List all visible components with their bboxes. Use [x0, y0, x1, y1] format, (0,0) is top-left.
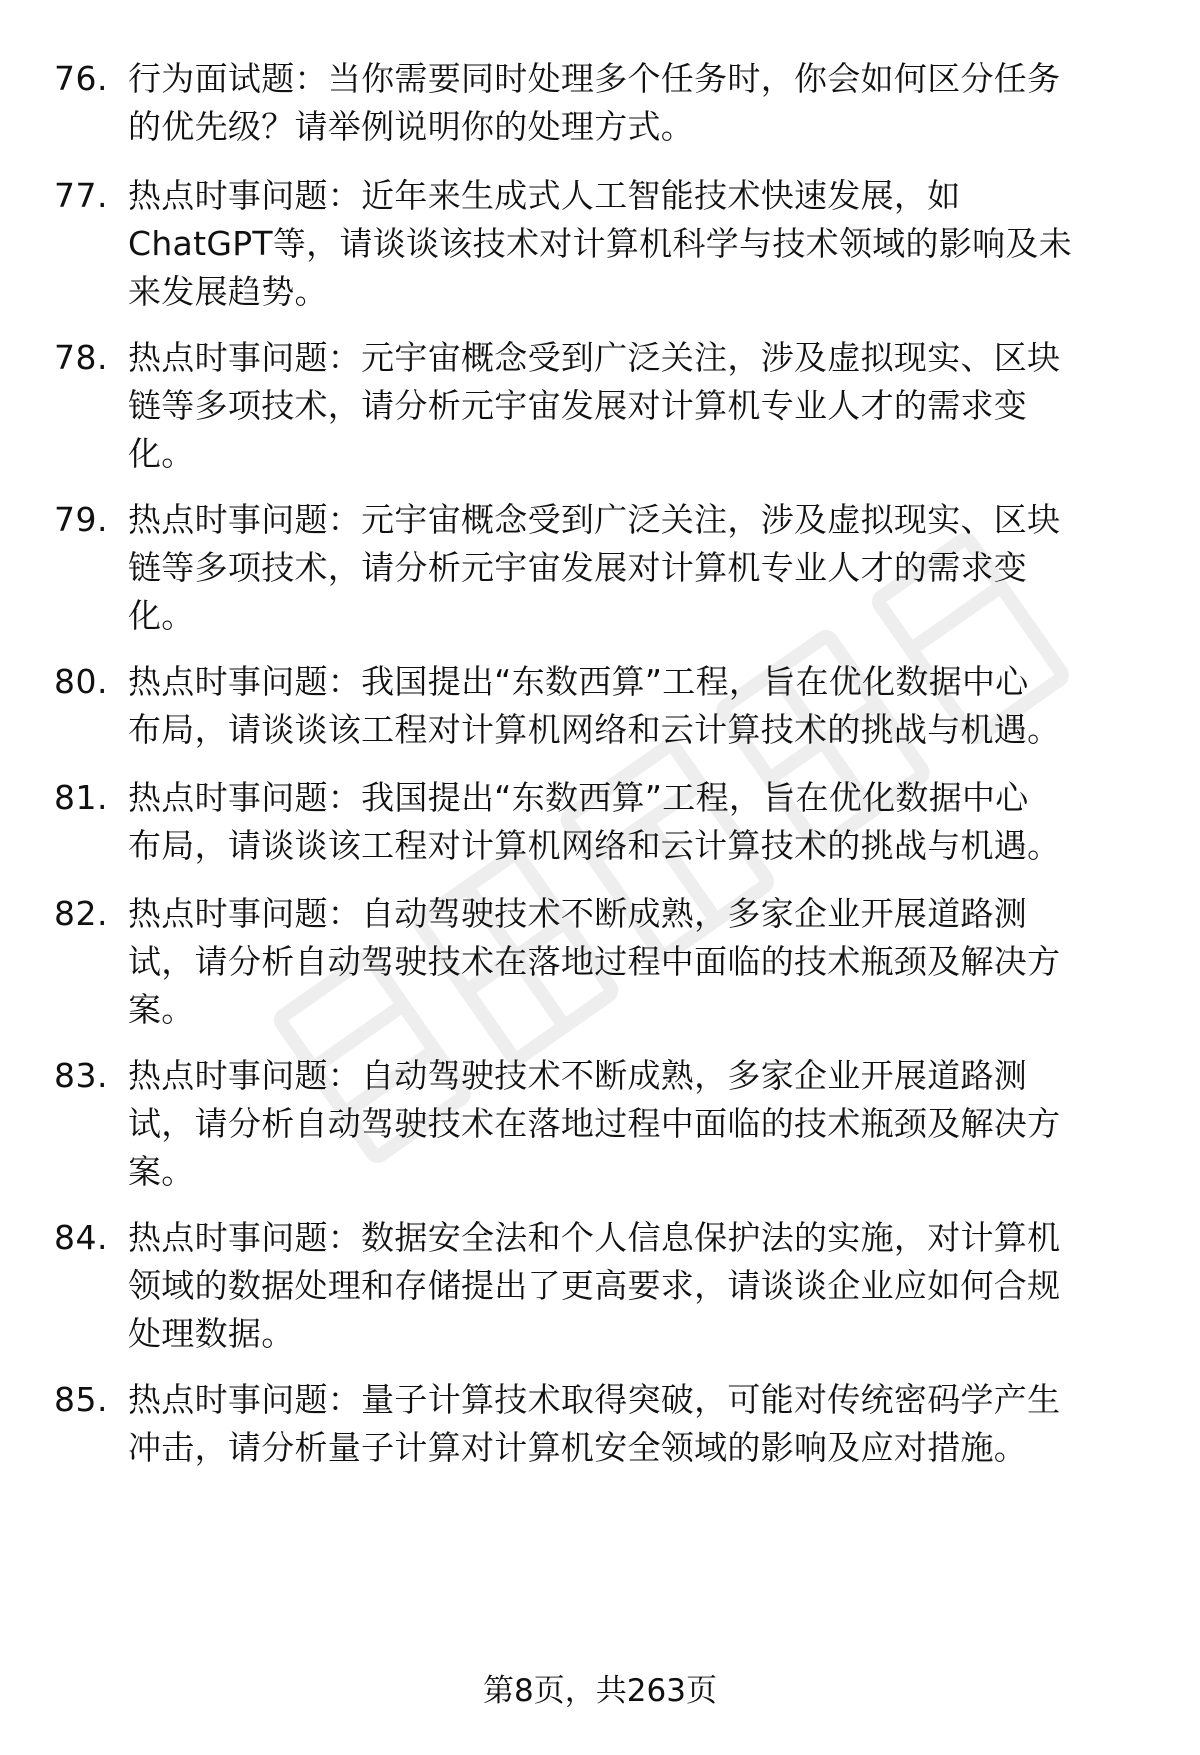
question-text — [128, 1376, 1148, 1472]
page-footer: 第8页，共263页 — [483, 1673, 717, 1709]
question-number: 78. — [54, 338, 108, 377]
question-line: 化。 — [128, 434, 195, 473]
question-line: 热点时事问题：数据安全法和个人信息保护法的实施，对计算机 — [128, 1218, 1061, 1257]
question-line: 链等多项技术，请分析元宇宙发展对计算机专业人才的需求变 — [128, 386, 1028, 425]
question-line: 热点时事问题：元宇宙概念受到广泛关注，涉及虚拟现实、区块 — [128, 500, 1061, 539]
question-line: 化。 — [128, 596, 195, 635]
question-line: 案。 — [128, 1152, 195, 1191]
question-text — [128, 890, 1148, 1034]
question-line: 热点时事问题：量子计算技术取得突破，可能对传统密码学产生 — [128, 1380, 1061, 1419]
question-line: 热点时事问题：我国提出“东数西算”工程，旨在优化数据中心 — [128, 778, 1029, 817]
question-line: 来发展趋势。 — [128, 272, 328, 311]
question-number: 82. — [54, 894, 108, 933]
question-line: 热点时事问题：元宇宙概念受到广泛关注，涉及虚拟现实、区块 — [128, 338, 1061, 377]
question-number: 76. — [54, 59, 108, 98]
question-number: 84. — [54, 1218, 108, 1257]
question-text — [128, 496, 1148, 640]
question-text — [128, 172, 1148, 316]
question-text — [128, 658, 1148, 754]
question-line: 处理数据。 — [128, 1314, 295, 1353]
question-line: 布局，请谈谈该工程对计算机网络和云计算技术的挑战与机遇。 — [128, 710, 1061, 749]
question-number: 80. — [54, 662, 108, 701]
question-line: 热点时事问题：我国提出“东数西算”工程，旨在优化数据中心 — [128, 662, 1029, 701]
question-line: 布局，请谈谈该工程对计算机网络和云计算技术的挑战与机遇。 — [128, 826, 1061, 865]
question-line: 冲击，请分析量子计算对计算机安全领域的影响及应对措施。 — [128, 1428, 1028, 1467]
question-number: 85. — [54, 1380, 108, 1419]
question-line: 的优先级？请举例说明你的处理方式。 — [128, 107, 695, 146]
question-text — [128, 1214, 1148, 1358]
question-line: ChatGPT等，请谈谈该技术对计算机科学与技术领域的影响及未 — [128, 224, 1073, 263]
question-text — [128, 55, 1148, 151]
question-line: 热点时事问题：自动驾驶技术不断成熟，多家企业开展道路测 — [128, 894, 1028, 933]
question-text — [128, 334, 1148, 478]
question-line: 热点时事问题：自动驾驶技术不断成熟，多家企业开展道路测 — [128, 1056, 1028, 1095]
question-line: 热点时事问题：近年来生成式人工智能技术快速发展，如 — [128, 176, 961, 215]
question-line: 案。 — [128, 990, 195, 1029]
question-text — [128, 774, 1148, 870]
question-number: 79. — [54, 500, 108, 539]
question-line: 试，请分析自动驾驶技术在落地过程中面临的技术瓶颈及解决方 — [128, 942, 1061, 981]
question-text — [128, 1052, 1148, 1196]
question-line: 领域的数据处理和存储提出了更高要求，请谈谈企业应如何合规 — [128, 1266, 1061, 1305]
question-line: 试，请分析自动驾驶技术在落地过程中面临的技术瓶颈及解决方 — [128, 1104, 1061, 1143]
question-number: 81. — [54, 778, 108, 817]
question-line: 行为面试题：当你需要同时处理多个任务时，你会如何区分任务 — [128, 59, 1061, 98]
question-number: 83. — [54, 1056, 108, 1095]
question-line: 链等多项技术，请分析元宇宙发展对计算机专业人才的需求变 — [128, 548, 1028, 587]
question-number: 77. — [54, 176, 108, 215]
